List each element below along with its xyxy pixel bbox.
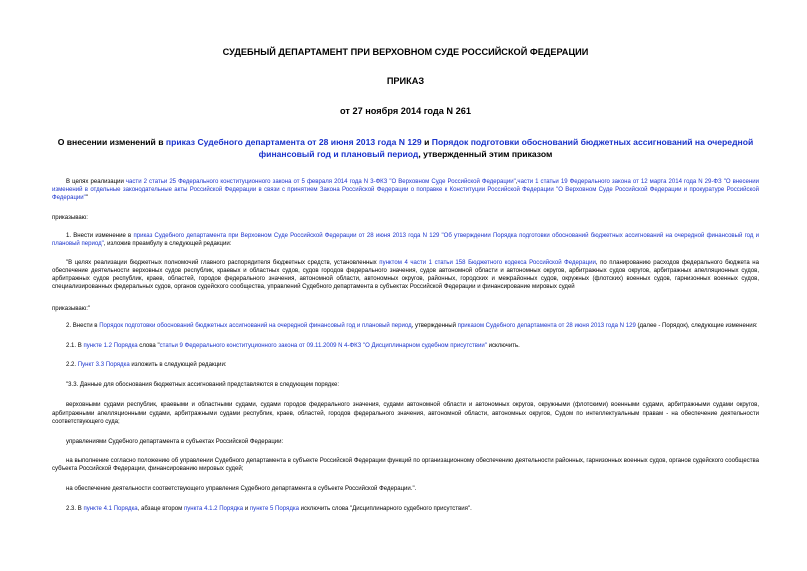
item-2-link-procedure[interactable]: Порядок подготовки обоснований бюджетных ассигнований на очередной финансовый год и плановый период [99, 323, 412, 330]
functions-paragraph: на выполнение согласно положению об управлении Судебного департамента в субъекте Российской Федерации функций по организационному обеспечению деятельности районных, гарнизонных военных судов, органов судейского сообщества субъекта Российской Федерации, финансированию мировых судей; [52, 457, 759, 472]
ensuring-paragraph: на обеспечение деятельности соответствующего управления Судебного департамента в субъекте Российской Федерации.". [66, 485, 417, 492]
order-verb-2: приказываю:" [52, 305, 91, 312]
item-2-3-link-clause-4-1-2[interactable]: пункта 4.1.2 Порядка [183, 506, 244, 513]
document-type: ПРИКАЗ [386, 76, 425, 86]
document-title: О внесении изменений в приказ Судебного департамента от 28 июня 2013 года N 129 и Порядок подготовки обоснований бюджетных ассигнований на очередной финансовый год и плановый период, утвержденный этим приказом [57, 137, 754, 159]
item-2-paragraph: 2. Внести в Порядок подготовки обоснований бюджетных ассигнований на очередной финансовый год и плановый период, утвержденный приказом Судебного департамента от 28 июня 2013 года N 129 (далее - Порядок), следующие изменения: [66, 323, 758, 330]
item-2-3-paragraph: 2.3. В пункте 4.1 Порядка, абзаце втором пункта 4.1.2 Порядка и пункте 5 Порядка исключить слова "Дисциплинарного судебного присутствия". [66, 506, 472, 513]
organization-heading: СУДЕБНЫЙ ДЕПАРТАМЕНТ ПРИ ВЕРХОВНОМ СУДЕ РОССИЙСКОЙ ФЕДЕРАЦИИ [222, 47, 589, 57]
item-1-paragraph: 1. Внести изменение в приказ Судебного департамента при Верховном Суде Российской Федерации от 28 июня 2013 года N 129 "Об утверждении Порядка подготовки обоснований бюджетных ассигнований на очередной финансовый год и плановый период", изложив преамбулу в следующей редакции: [52, 233, 760, 248]
item-3-3-paragraph: "3.3. Данные для обоснования бюджетных ассигнований представляются в следующем порядке: [66, 382, 340, 389]
departments-paragraph: управлениями Судебного департамента в субъектах Российской Федерации: [66, 438, 284, 445]
item-2-1-link-clause[interactable]: пункте 1.2 Порядка [83, 343, 138, 350]
item-2-3-link-clause-5[interactable]: пункте 5 Порядка [249, 506, 299, 513]
item-2-link-order[interactable]: приказом Судебного департамента от 28 июня 2013 года N 129 [457, 323, 636, 330]
item-2-2-paragraph: 2.2. Пункт 3.3 Порядка изложить в следующей редакции: [66, 362, 227, 369]
courts-paragraph: верховными судами республик, краевыми и областными судами, судами городов федерального значения, судами автономной области и автономных округов, окружными (флотскими) военными судами, арбитражными судами округов, арбитражными апелляционными судами, арбитражными судами республик, краев, областей, городов федерального значения, автономной области, автономных округов, Судом по интеллектуальным правам - на обеспечение деятельности соответствующего суда; [52, 402, 759, 425]
order-verb-1: приказываю: [52, 215, 88, 222]
preamble-link-fkz[interactable]: части 2 статьи 25 Федерального конституционного закона от 5 февраля 2014 года N 3-ФКЗ "О Верховном Суде Российской Федерации" [125, 179, 516, 185]
quote-link-budget-code[interactable]: пунктом 4 части 1 статьи 158 Бюджетного кодекса Российской Федерации [379, 259, 596, 266]
preamble-link-fz[interactable]: части 1 статьи 19 Федерального закона от 12 марта 2014 года N 29-ФЗ "О внесении изменений в отдельные законодательные акты Российской Федерации в связи с принятием Закона Российской Федерации о поправке к Конституции Российской Федерации "О Верховном Суде Российской Федерации и прокуратуре Российской Федерации" [52, 179, 759, 202]
title-link-procedure[interactable]: Порядок подготовки обоснований бюджетных ассигнований на очередной финансовый год и плановый период [258, 137, 754, 159]
item-2-3-link-clause-4-1[interactable]: пункте 4.1 Порядка [83, 506, 138, 513]
quoted-preamble-paragraph: "В целях реализации бюджетных полномочий главного распорядителя бюджетных средств, установленных пунктом 4 части 1 статьи 158 Бюджетного кодекса Российской Федерации, по планированию расходов федерального бюджета на обеспечение деятельности верховных судов республик, краевых и областных судов, судов городов федерального значения, судов автономной области и автономных округов, арбитражных судов округов, арбитражных апелляционных судов, арбитражных судов республик, краев, областей, городов федерального значения, автономной области, автономных округов, районных, городских и межрайонных судов, окружных (флотских) военных судов, гарнизонных военных судов, специализированных федеральных судов, органов судейского сообщества, управлений Судебного департамента в субъектах Российской Федерации и финансирование мировых судей [52, 259, 760, 290]
preamble-paragraph: В целях реализации части 2 статьи 25 Федерального конституционного закона от 5 февраля 2014 года N 3-ФКЗ "О Верховном Суде Российской Федерации",части 1 статьи 19 Федерального закона от 12 марта 2014 года N 29-ФЗ "О внесении изменений в отдельные законодательные акты Российской Федерации в связи с принятием Закона Российской Федерации о поправке к Конституции Российской Федерации "О Верховном Суде Российской Федерации и прокуратуре Российской Федерации"" [52, 179, 759, 202]
item-1-link-order[interactable]: приказ Судебного департамента при Верховном Суде Российской Федерации от 28 июня 2013 года N 129 "Об утверждении Порядка подготовки обоснований бюджетных ассигнований на очередной финансовый год и плановый период" [52, 233, 760, 248]
item-2-2-link-clause[interactable]: Пункт 3.3 Порядка [77, 362, 130, 369]
item-2-1-paragraph: 2.1. В пункте 1.2 Порядка слова "статьи 9 Федерального конституционного закона от 09.11.2009 N 4-ФКЗ "О Дисциплинарном судебном присутствии" исключить. [66, 343, 520, 350]
title-link-order[interactable]: приказ Судебного департамента от 28 июня 2013 года N 129 [165, 137, 422, 147]
document-date-number: от 27 ноября 2014 года N 261 [340, 106, 471, 116]
item-2-1-link-law[interactable]: статьи 9 Федерального конституционного закона от 09.11.2009 N 4-ФКЗ "О Дисциплинарном судебном присутствии" [159, 343, 487, 350]
